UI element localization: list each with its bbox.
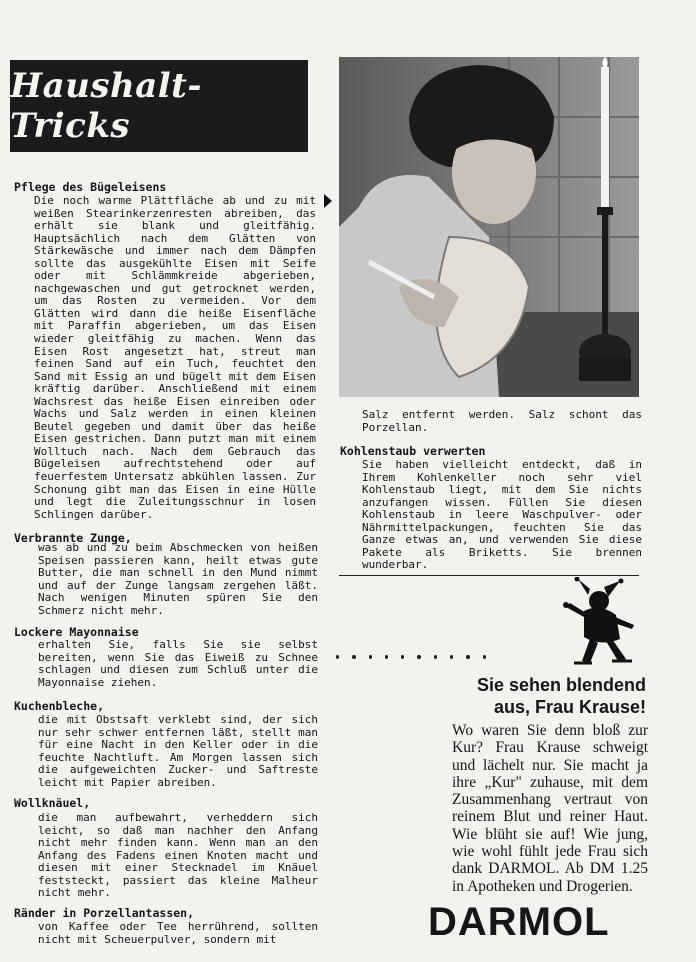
section-text-buegeleisen: Die noch warme Plättfläche ab und zu mit weißen Stearinkerzenresten abreiben, das erhält sie blank und gleitfähig. Hauptsächlich nach dem Glätten von Stärkewäsche und immer nach dem Dämpfen sollte das ausgekühlte Eisen mit Seife oder mit Schlämmkreide abgerieben, nachgewaschen und gut getrocknet werden, um das Rosten zu vermeiden. Vor dem Glätten wird dann die heiße Eisenfläche mit Paraffin abgerieben, um das Eisen wieder gleitfähig zu machen. Wenn das Eisen Rost angesetzt hat, streut man feinen Sand auf ein Tuch, feuchtet den Sand mit Essig an und bügelt mit dem Eisen kräftig darüber. Anschließend mit einem Wachsrest das heiße Eisen einreiben oder Wachs und Salz werden in einen kleinen Beutel gegeben und damit über das heiße Eisen gestrichen. Dann putzt man mit einem Wolltuch nach. Nach dem Gebrauch das Bügeleisen aufrechtstehend oder auf feuerfestem Untersatz abkühlen lassen. Zur Schonung gibt man das Eisen in eine Hülle und legt die Zuleitungsschnur in losen Schlingen darüber. xyxy=(34,194,316,521)
section-text-mayonnaise: erhalten Sie, falls Sie sie selbst bereiten, wenn Sie das Eiweiß zu Schnee schlagen und diesen zum Schluß unter die Mayonnaise ziehen. xyxy=(38,638,318,689)
section-text-zunge: was ab und zu beim Abschmecken von heißen Speisen passieren kann, heilt etwas gute Butter, die man schnell in den Mund nimmt und auf der Zunge langsam zergehen läßt. Nach wenigen Minuten spüren Sie den Schmerz nicht mehr. xyxy=(38,541,318,617)
section-text-wollknaeuel: die man aufbewahrt, verheddern sich leicht, so daß man nachher den Anfang nicht mehr finden kann. Wenn man an den Anfang des Fadens einen Knoten macht und diesen mit einer Stecknadel im Knäuel feststeckt, passiert das kleine Malheur nicht mehr. xyxy=(38,811,318,900)
continuation-text: Salz entfernt werden. Salz schont das Porzellan. xyxy=(362,408,642,434)
section-heading-buegeleisen: Pflege des Bügeleisens xyxy=(14,180,167,194)
section-heading-porzellantassen: Ränder in Porzellantassen, xyxy=(14,906,195,920)
page-title: Haushalt-Tricks xyxy=(10,66,202,146)
section-text-kohlenstaub: Sie haben vielleicht entdeckt, daß in Ihrem Kohlenkeller noch sehr viel Kohlenstaub liegt, mit dem Sie nichts anzufangen wissen. Füllen Sie diesen Kohlenstaub in leere Waschpulver- oder Nährmittelpackungen, feuchten Sie das Ganze etwas an, und verwenden Sie diese Pakete als Briketts. Sie brennen wunderbar. xyxy=(362,458,642,572)
ad-body-text: Wo waren Sie denn bloß zur Kur? Frau Krause schweigt und lächelt nur. Sie macht ja ihre „Kur" zuhause, mit dem Zusammenhang vertraut von reinem Blut und reiner Haut. Wie blüht sie auf! Wie jung, wie wohl fühlt jede Frau sich dank DARMOL. Ab DM 1.25 in Apotheken und Drogerien. xyxy=(452,722,648,895)
ad-headline-line-2: aus, Frau Krause! xyxy=(493,697,646,717)
woman-ironing-photo xyxy=(339,57,639,397)
section-heading-wollknaeuel: Wollknäuel, xyxy=(14,796,91,810)
title-banner xyxy=(10,60,308,152)
jester-mascot-icon xyxy=(560,577,640,667)
brand-logo-text: DARMOL xyxy=(428,900,610,944)
ad-headline xyxy=(430,674,646,718)
section-text-kuchenbleche: die mit Obstsaft verklebt sind, der sich nur sehr schwer entfernen läßt, stellt man für eine Nacht in den Keller oder in die feuchte Nachtluft. Am Morgen lassen sich die aufgeweichten Zucker- und Saftreste leicht mit Papier abreiben. xyxy=(38,713,318,789)
section-heading-mayonnaise: Lockere Mayonnaise xyxy=(14,625,139,639)
arrow-right-icon xyxy=(324,194,332,208)
section-text-porzellantassen: von Kaffee oder Tee herrührend, sollten nicht mit Scheuerpulver, sondern mit xyxy=(38,920,318,946)
divider xyxy=(339,575,639,576)
section-heading-kohlenstaub: Kohlenstaub verwerten xyxy=(340,444,486,458)
section-heading-kuchenbleche: Kuchenbleche, xyxy=(14,699,105,713)
section-heading-zunge: Verbrannte Zunge, xyxy=(14,531,132,545)
ad-headline-line-1: Sie sehen blendend xyxy=(476,675,646,695)
dotted-leader xyxy=(336,655,486,665)
